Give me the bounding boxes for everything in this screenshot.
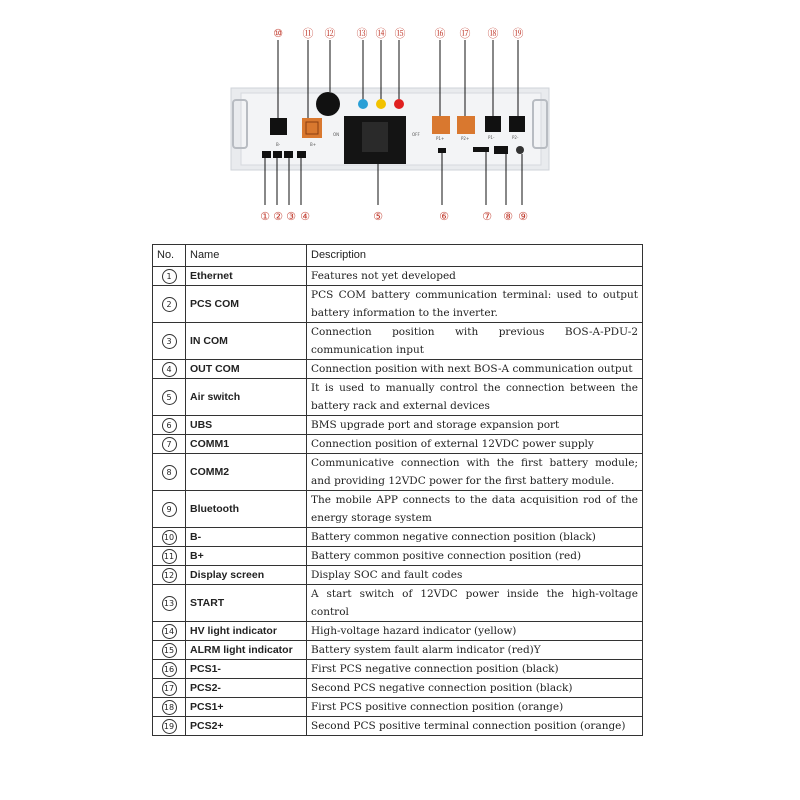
- row-number-cell: [153, 379, 186, 416]
- row-number: 15: [162, 643, 177, 658]
- table-row: [153, 379, 643, 416]
- callout-number: ⑫: [324, 27, 336, 40]
- row-number: 13: [162, 596, 177, 611]
- row-number-cell: [153, 698, 186, 717]
- panel-label: B-: [276, 142, 281, 147]
- callout-number: ⑧: [503, 210, 513, 223]
- callout-number: ④: [300, 210, 310, 223]
- row-description: BMS upgrade port and storage expansion port: [307, 416, 643, 435]
- row-number: 7: [162, 437, 177, 452]
- row-number: 1: [162, 269, 177, 284]
- row-number: 10: [162, 530, 177, 545]
- row-number-cell: [153, 660, 186, 679]
- row-description: Connection position of external 12VDC power supply: [307, 435, 643, 454]
- start-led: [358, 99, 368, 109]
- row-number: 17: [162, 681, 177, 696]
- row-number-cell: [153, 416, 186, 435]
- row-name: PCS1-: [186, 660, 307, 679]
- panel-label: OFF: [412, 132, 420, 137]
- hv-led: [376, 99, 386, 109]
- ethernet-port: [262, 151, 271, 158]
- row-name: ALRM light indicator: [186, 641, 307, 660]
- callout-number: ③: [286, 210, 296, 223]
- in-com-port: [284, 151, 293, 158]
- row-number-cell: [153, 585, 186, 622]
- row-description: High-voltage hazard indicator (yellow): [307, 622, 643, 641]
- row-description: First PCS negative connection position (black): [307, 660, 643, 679]
- bluetooth-antenna: [516, 146, 524, 154]
- table-row: [153, 698, 643, 717]
- row-name: HV light indicator: [186, 622, 307, 641]
- row-description: Battery system fault alarm indicator (red)Y: [307, 641, 643, 660]
- row-number: 14: [162, 624, 177, 639]
- pcs2-plus-terminal: [509, 116, 525, 132]
- b-plus-terminal: [302, 118, 322, 138]
- panel-label: P2-: [512, 135, 519, 140]
- callout-number: ⑨: [518, 210, 528, 223]
- row-description: The mobile APP connects to the data acquisition rod of the energy storage system: [307, 491, 643, 528]
- comm2-port: [494, 146, 508, 154]
- callout-number: ⑬: [356, 27, 368, 40]
- row-number: 18: [162, 700, 177, 715]
- panel-drawing: [0, 0, 800, 232]
- panel-label: P1-: [488, 135, 495, 140]
- row-number: 3: [162, 334, 177, 349]
- row-description: Display SOC and fault codes: [307, 566, 643, 585]
- table-row: [153, 528, 643, 547]
- table-row: [153, 323, 643, 360]
- callout-number: ⑮: [394, 27, 406, 40]
- pcs1-minus-terminal: [432, 116, 450, 134]
- row-name: PCS2+: [186, 717, 307, 736]
- row-number-cell: [153, 547, 186, 566]
- row-name: PCS1+: [186, 698, 307, 717]
- out-com-port: [297, 151, 306, 158]
- row-description: First PCS positive connection position (orange): [307, 698, 643, 717]
- callout-number: ⑩: [273, 27, 283, 40]
- ubs-port: [438, 148, 446, 153]
- panel-label: ON: [333, 132, 340, 137]
- table-row: [153, 641, 643, 660]
- panel-label: P2+: [461, 136, 470, 141]
- row-number-cell: [153, 491, 186, 528]
- table-row: [153, 585, 643, 622]
- row-number: 11: [162, 549, 177, 564]
- callout-number: ⑰: [459, 27, 471, 40]
- row-number-cell: [153, 454, 186, 491]
- row-number-cell: [153, 679, 186, 698]
- table-row: [153, 660, 643, 679]
- row-number: 12: [162, 568, 177, 583]
- row-name: COMM2: [186, 454, 307, 491]
- row-description: Battery common negative connection position (black): [307, 528, 643, 547]
- callout-number: ⑤: [373, 210, 383, 223]
- header-name: Name: [186, 245, 307, 267]
- comm1-port: [473, 147, 489, 152]
- table-row: [153, 547, 643, 566]
- table-row: [153, 717, 643, 736]
- row-number-cell: [153, 323, 186, 360]
- row-number-cell: [153, 622, 186, 641]
- table-body: [153, 267, 643, 736]
- table-row: [153, 416, 643, 435]
- row-number: 4: [162, 362, 177, 377]
- component-table: [152, 244, 643, 736]
- row-name: PCS COM: [186, 286, 307, 323]
- row-description: It is used to manually control the connection between the battery rack and external devices: [307, 379, 643, 416]
- row-description: A start switch of 12VDC power inside the high-voltage control: [307, 585, 643, 622]
- row-description: PCS COM battery communication terminal: used to output battery information to the inverter.: [307, 286, 643, 323]
- row-number: 5: [162, 390, 177, 405]
- table-header-row: [153, 245, 643, 267]
- table-row: [153, 286, 643, 323]
- row-number-cell: [153, 717, 186, 736]
- table-row: [153, 267, 643, 286]
- row-name: OUT COM: [186, 360, 307, 379]
- row-name: Bluetooth: [186, 491, 307, 528]
- row-number: 9: [162, 502, 177, 517]
- callout-number: ②: [273, 210, 283, 223]
- table-row: [153, 679, 643, 698]
- pcs-com-port: [273, 151, 282, 158]
- callout-number: ⑲: [512, 27, 524, 40]
- row-number-cell: [153, 360, 186, 379]
- row-description: Second PCS positive terminal connection position (orange): [307, 717, 643, 736]
- alarm-led: [394, 99, 404, 109]
- row-description: Second PCS negative connection position (black): [307, 679, 643, 698]
- callout-number: ⑱: [487, 27, 499, 40]
- panel-label: P1+: [436, 136, 445, 141]
- row-number-cell: [153, 286, 186, 323]
- pcs1-plus-terminal: [485, 116, 501, 132]
- header-description: Description: [307, 245, 643, 267]
- row-name: PCS2-: [186, 679, 307, 698]
- table-row: [153, 566, 643, 585]
- row-number-cell: [153, 566, 186, 585]
- row-number-cell: [153, 435, 186, 454]
- row-number: 6: [162, 418, 177, 433]
- row-name: B+: [186, 547, 307, 566]
- callout-number: ①: [260, 210, 270, 223]
- row-name: Display screen: [186, 566, 307, 585]
- row-number: 8: [162, 465, 177, 480]
- row-name: Ethernet: [186, 267, 307, 286]
- row-description: Battery common positive connection position (red): [307, 547, 643, 566]
- callout-number: ⑥: [439, 210, 449, 223]
- table-row: [153, 454, 643, 491]
- row-number-cell: [153, 641, 186, 660]
- row-name: COMM1: [186, 435, 307, 454]
- row-description: Connection position with previous BOS-A-PDU-2 communication input: [307, 323, 643, 360]
- table-row: [153, 491, 643, 528]
- row-number: 2: [162, 297, 177, 312]
- row-name: Air switch: [186, 379, 307, 416]
- callout-number: ⑯: [434, 27, 446, 40]
- callout-number: ⑪: [302, 27, 314, 40]
- row-number-cell: [153, 267, 186, 286]
- pcs2-minus-terminal: [457, 116, 475, 134]
- panel-label: B+: [310, 142, 317, 147]
- device-front-panel-diagram: [0, 0, 800, 232]
- row-name: START: [186, 585, 307, 622]
- b-minus-terminal: [270, 118, 287, 135]
- callout-number: ⑦: [482, 210, 492, 223]
- row-name: B-: [186, 528, 307, 547]
- table-row: [153, 360, 643, 379]
- row-description: Features not yet developed: [307, 267, 643, 286]
- row-name: IN COM: [186, 323, 307, 360]
- row-number: 19: [162, 719, 177, 734]
- row-number: 16: [162, 662, 177, 677]
- row-description: Communicative connection with the first battery module; and providing 12VDC power for the first battery module.: [307, 454, 643, 491]
- row-description: Connection position with next BOS-A communication output: [307, 360, 643, 379]
- header-no: No.: [153, 245, 186, 267]
- table-row: [153, 622, 643, 641]
- row-name: UBS: [186, 416, 307, 435]
- callout-number: ⑭: [375, 27, 387, 40]
- table-row: [153, 435, 643, 454]
- display-screen: [316, 92, 340, 116]
- row-number-cell: [153, 528, 186, 547]
